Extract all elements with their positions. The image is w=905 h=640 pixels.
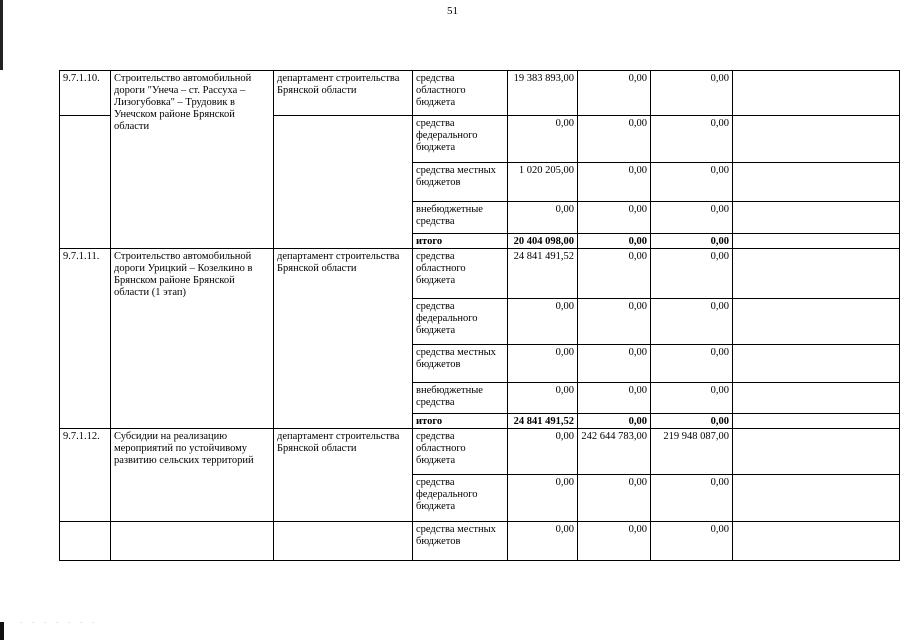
funding-source: средства областного бюджета bbox=[413, 71, 508, 116]
value-3: 0,00 bbox=[651, 249, 733, 299]
value-2: 0,00 bbox=[578, 345, 651, 383]
extra-cell bbox=[733, 522, 900, 561]
value-1: 0,00 bbox=[508, 522, 578, 561]
extra-cell bbox=[733, 475, 900, 522]
extra-cell bbox=[733, 249, 900, 299]
row-code: 9.7.1.12. bbox=[60, 429, 111, 522]
table-row bbox=[60, 522, 900, 561]
value-3: 0,00 bbox=[651, 522, 733, 561]
table-row bbox=[60, 163, 900, 202]
value-1: 0,00 bbox=[508, 383, 578, 414]
value-3: 0,00 bbox=[651, 202, 733, 234]
value-2: 0,00 bbox=[578, 163, 651, 202]
funding-source: средства федерального бюджета bbox=[413, 116, 508, 163]
funding-source: средства местных бюджетов bbox=[413, 163, 508, 202]
row-department: департамент строительства Брянской области bbox=[274, 429, 413, 522]
extra-cell bbox=[733, 383, 900, 414]
extra-cell bbox=[733, 345, 900, 383]
value-3: 0,00 bbox=[651, 383, 733, 414]
value-1: 0,00 bbox=[508, 475, 578, 522]
value-2: 0,00 bbox=[578, 475, 651, 522]
total-value-3: 0,00 bbox=[651, 234, 733, 249]
value-1: 0,00 bbox=[508, 429, 578, 475]
extra-cell bbox=[733, 71, 900, 116]
row-code-blank bbox=[60, 522, 111, 561]
value-1: 0,00 bbox=[508, 299, 578, 345]
funding-source: средства местных бюджетов bbox=[413, 522, 508, 561]
scan-edge-left bbox=[0, 0, 3, 70]
row-department: департамент строительства Брянской области bbox=[274, 249, 413, 429]
value-1: 24 841 491,52 bbox=[508, 249, 578, 299]
row-name: Строительство автомобильной дороги Урицкий – Козелкино в Брянском районе Брянской области (1 этап) bbox=[111, 249, 274, 429]
extra-cell bbox=[733, 414, 900, 429]
row-name-blank bbox=[111, 522, 274, 561]
scan-edge-bottom bbox=[0, 622, 4, 640]
row-name: Субсидии на реализацию мероприятий по устойчивому развитию сельских территорий bbox=[111, 429, 274, 522]
value-2: 0,00 bbox=[578, 116, 651, 163]
row-name-blank bbox=[111, 163, 274, 249]
total-value-3: 0,00 bbox=[651, 414, 733, 429]
value-3: 0,00 bbox=[651, 163, 733, 202]
extra-cell bbox=[733, 163, 900, 202]
total-value-2: 0,00 bbox=[578, 234, 651, 249]
row-department-blank bbox=[274, 522, 413, 561]
row-code-blank bbox=[60, 116, 111, 249]
row-department: департамент строительства Брянской области bbox=[274, 71, 413, 116]
extra-cell bbox=[733, 234, 900, 249]
total-value-1: 20 404 098,00 bbox=[508, 234, 578, 249]
value-3: 0,00 bbox=[651, 71, 733, 116]
extra-cell bbox=[733, 299, 900, 345]
value-2: 0,00 bbox=[578, 383, 651, 414]
value-1: 1 020 205,00 bbox=[508, 163, 578, 202]
row-department-blank bbox=[274, 116, 413, 249]
value-3: 0,00 bbox=[651, 299, 733, 345]
extra-cell bbox=[733, 429, 900, 475]
value-2: 0,00 bbox=[578, 202, 651, 234]
total-value-1: 24 841 491,52 bbox=[508, 414, 578, 429]
value-1: 19 383 893,00 bbox=[508, 71, 578, 116]
funding-source-total: итого bbox=[413, 414, 508, 429]
row-name: Строительство автомобильной дороги "Унеча – ст. Рассуха – Лизогубовка" – Трудовик в Унечском районе Брянской области bbox=[111, 71, 274, 163]
value-1: 0,00 bbox=[508, 116, 578, 163]
row-code: 9.7.1.10. bbox=[60, 71, 111, 116]
funding-source: средства местных бюджетов bbox=[413, 345, 508, 383]
funding-source: средства федерального бюджета bbox=[413, 299, 508, 345]
funding-source: внебюджетные средства bbox=[413, 202, 508, 234]
value-2: 0,00 bbox=[578, 522, 651, 561]
funding-source: средства областного бюджета bbox=[413, 249, 508, 299]
value-3: 0,00 bbox=[651, 345, 733, 383]
value-2: 0,00 bbox=[578, 249, 651, 299]
scan-noise: . . . . . . . bbox=[20, 616, 98, 625]
table-row bbox=[60, 249, 900, 299]
value-1: 0,00 bbox=[508, 345, 578, 383]
total-value-2: 0,00 bbox=[578, 414, 651, 429]
value-2: 0,00 bbox=[578, 299, 651, 345]
page-number: 51 bbox=[447, 5, 458, 17]
value-3: 219 948 087,00 bbox=[651, 429, 733, 475]
funding-source: средства областного бюджета bbox=[413, 429, 508, 475]
table-row bbox=[60, 429, 900, 475]
funding-source: средства федерального бюджета bbox=[413, 475, 508, 522]
value-2: 0,00 bbox=[578, 71, 651, 116]
value-2: 242 644 783,00 bbox=[578, 429, 651, 475]
row-code: 9.7.1.11. bbox=[60, 249, 111, 429]
budget-table bbox=[59, 70, 900, 561]
extra-cell bbox=[733, 116, 900, 163]
value-1: 0,00 bbox=[508, 202, 578, 234]
funding-source-total: итого bbox=[413, 234, 508, 249]
value-3: 0,00 bbox=[651, 475, 733, 522]
table-row bbox=[60, 71, 900, 116]
funding-source: внебюджетные средства bbox=[413, 383, 508, 414]
extra-cell bbox=[733, 202, 900, 234]
value-3: 0,00 bbox=[651, 116, 733, 163]
